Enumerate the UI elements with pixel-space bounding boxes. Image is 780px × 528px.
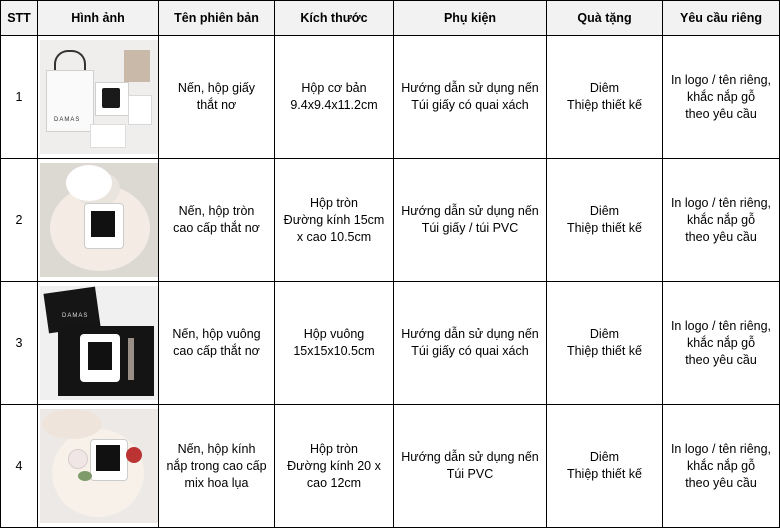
version-name: Nến, hộp kính nắp trong cao cấp mix hoa lụa bbox=[159, 405, 275, 528]
table-row bbox=[1, 405, 780, 528]
accessories-cell: Hướng dẫn sử dụng nến Túi PVC bbox=[394, 405, 547, 528]
size-cell: Hộp tròn Đường kính 15cm x cao 10.5cm bbox=[275, 159, 394, 282]
table-row bbox=[1, 282, 780, 405]
product-photo-square-box bbox=[40, 286, 158, 400]
header-gift: Quà tặng bbox=[547, 1, 663, 36]
custom-request-cell: In logo / tên riêng, khắc nắp gỗ theo yêu cầu bbox=[663, 282, 780, 405]
size-cell: Hộp tròn Đường kính 20 x cao 12cm bbox=[275, 405, 394, 528]
header-stt: STT bbox=[1, 1, 38, 36]
header-name: Tên phiên bản bbox=[159, 1, 275, 36]
header-row bbox=[1, 1, 780, 36]
version-name: Nến, hộp tròn cao cấp thắt nơ bbox=[159, 159, 275, 282]
header-custom: Yêu cầu riêng bbox=[663, 1, 780, 36]
gift-cell: Diêm Thiệp thiết kế bbox=[547, 159, 663, 282]
table-row bbox=[1, 159, 780, 282]
version-name: Nến, hộp giấy thắt nơ bbox=[159, 36, 275, 159]
photo-brand-text: DAMAS bbox=[62, 313, 89, 319]
header-image: Hình ảnh bbox=[38, 1, 159, 36]
product-photo-round-box bbox=[40, 163, 158, 277]
image-cell bbox=[38, 159, 159, 282]
accessories-cell: Hướng dẫn sử dụng nến Túi giấy có quai xách bbox=[394, 282, 547, 405]
product-photo-glass-lid-box bbox=[40, 409, 158, 523]
image-cell bbox=[38, 36, 159, 159]
image-cell bbox=[38, 282, 159, 405]
gift-cell: Diêm Thiệp thiết kế bbox=[547, 405, 663, 528]
custom-request-cell: In logo / tên riêng, khắc nắp gỗ theo yêu cầu bbox=[663, 159, 780, 282]
gift-cell: Diêm Thiệp thiết kế bbox=[547, 36, 663, 159]
image-cell bbox=[38, 405, 159, 528]
custom-request-cell: In logo / tên riêng, khắc nắp gỗ theo yêu cầu bbox=[663, 36, 780, 159]
row-stt: 1 bbox=[1, 36, 38, 159]
table-row bbox=[1, 36, 780, 159]
gift-cell: Diêm Thiệp thiết kế bbox=[547, 282, 663, 405]
size-cell: Hộp cơ bản 9.4x9.4x11.2cm bbox=[275, 36, 394, 159]
row-stt: 2 bbox=[1, 159, 38, 282]
accessories-cell: Hướng dẫn sử dụng nến Túi giấy có quai xách bbox=[394, 36, 547, 159]
row-stt: 3 bbox=[1, 282, 38, 405]
product-photo-paper-box bbox=[40, 40, 158, 154]
header-size: Kích thước bbox=[275, 1, 394, 36]
custom-request-cell: In logo / tên riêng, khắc nắp gỗ theo yêu cầu bbox=[663, 405, 780, 528]
row-stt: 4 bbox=[1, 405, 38, 528]
photo-brand-text: DAMAS bbox=[54, 117, 81, 123]
size-cell: Hộp vuông 15x15x10.5cm bbox=[275, 282, 394, 405]
header-accessories: Phụ kiện bbox=[394, 1, 547, 36]
accessories-cell: Hướng dẫn sử dụng nến Túi giấy / túi PVC bbox=[394, 159, 547, 282]
version-name: Nến, hộp vuông cao cấp thắt nơ bbox=[159, 282, 275, 405]
